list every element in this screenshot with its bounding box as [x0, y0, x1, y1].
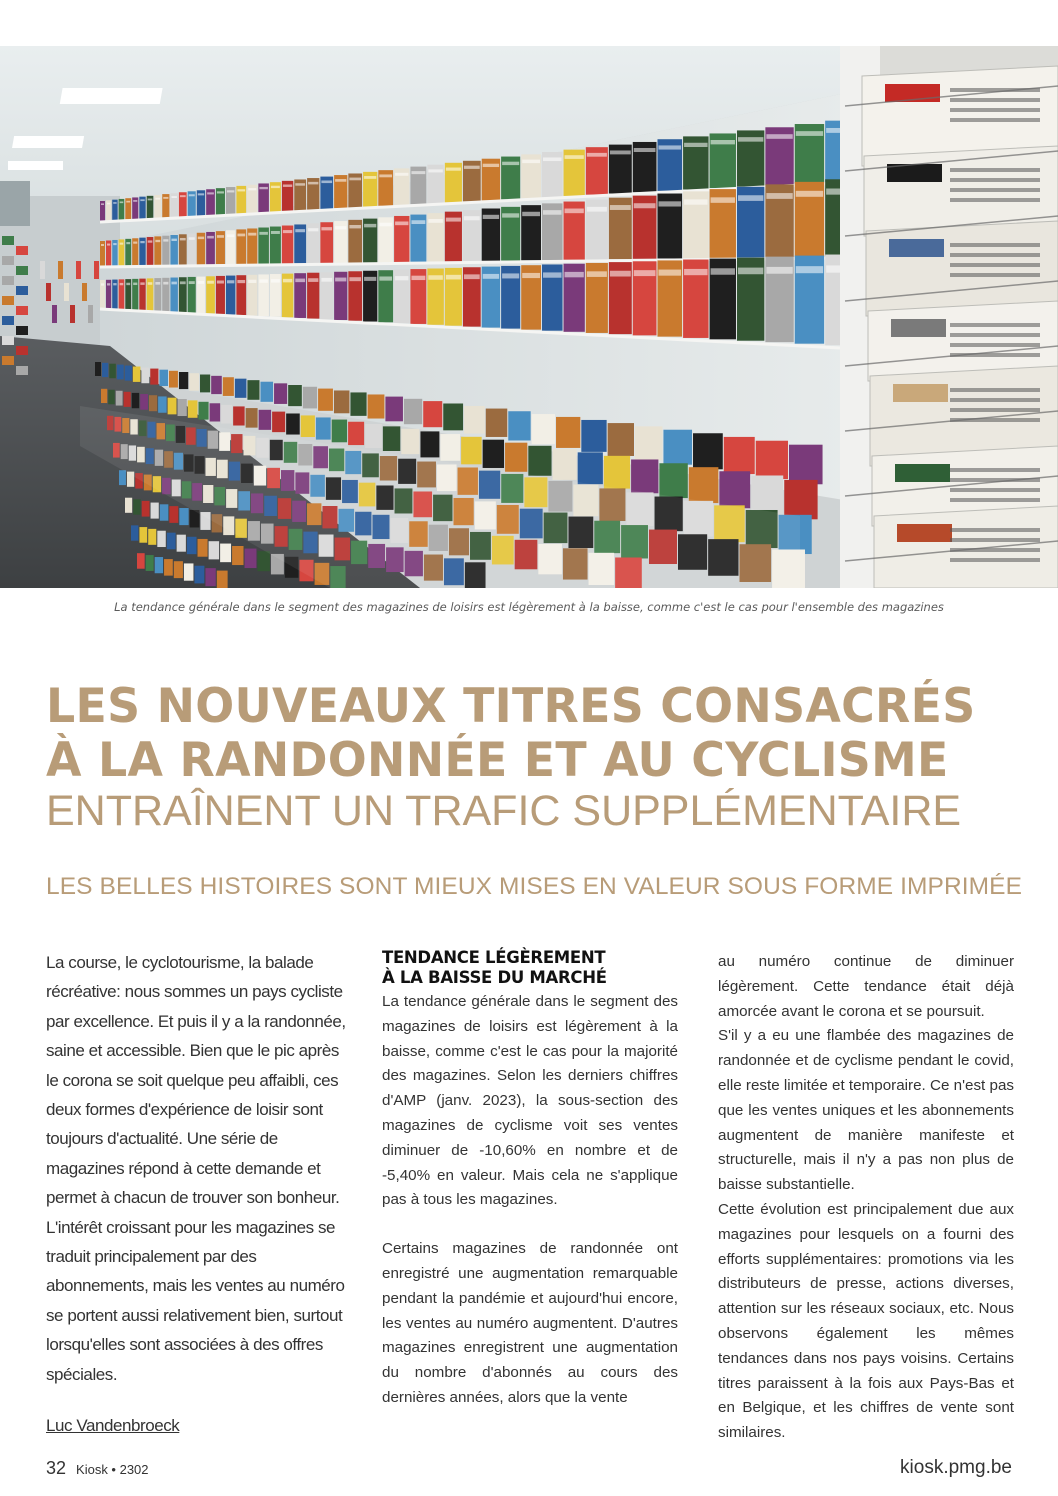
magazine-issue: Kiosk • 2302 [76, 1462, 149, 1477]
intro-paragraph: La course, le cyclotourisme, la balade récréative: nous sommes un pays cycliste par excellence. Et puis il y a la randonnée, saine et accessible. Bien que le pic après le corona se soit quelque peu affaibli, ces deux formes d'expérience de loisir sont toujours d'actualité. Une série de magazines répond à cette demande et permet à chacun de trouver son bonheur. L'intérêt croissant pour les magazines se traduit principalement par des abonnements, mais les ventes au numéro se portent aussi relativement bien, surtout lorsqu'elles sont associées à des offres spéciales. [46, 953, 346, 1384]
headline-line-1: LES NOUVEAUX TITRES CONSACRÉS [46, 679, 976, 734]
section-heading-line-2: À LA BAISSE DU MARCHÉ [382, 968, 607, 987]
intro-column [46, 948, 346, 1441]
page-number: 32 [46, 1458, 67, 1478]
hero-photo [0, 46, 1058, 588]
photo-caption: La tendance générale dans le segment des magazines de loisirs est légèrement à la baisse, comme c'est le cas pour l'ensemble des magazines [114, 600, 944, 614]
headline-line-2: À LA RANDONNÉE ET AU CYCLISME [46, 733, 949, 788]
article-headline [46, 680, 1026, 902]
body-column-3 [718, 950, 1014, 1446]
section-heading [382, 948, 678, 988]
website-link[interactable]: kiosk.pmg.be [900, 1457, 1012, 1478]
author-byline: Luc Vandenbroeck [46, 1416, 180, 1436]
body-paragraph: Certains magazines de randonnée ont enregistré une augmentation remarquable pendant la pandémie et aujourd'hui encore, les ventes au numéro augmentent. D'autres magazines enregistrent une augmentation du nombre d'abonnés au cours des dernières années, alors que la vente [382, 1240, 678, 1406]
headline-line-3: ENTRAÎNENT UN TRAFIC SUPPLÉMENTAIRE [46, 787, 962, 835]
body-paragraph: Cette évolution est principalement due aux magazines pour lesquels on a fourni des efforts supplémentaires: promotions via les distributeurs de presse, actions diverses, attention sur les réseaux sociaux, etc. Nous observons également les mêmes tendances dans nos pays voisins. Certains titres paraissent à la fois aux Pays-Bas et en Belgique, et les chiffres de vente sont similaires. [718, 1200, 1014, 1442]
page-footer [46, 1458, 149, 1479]
body-paragraph: S'il y a eu une flambée des magazines de randonnée et de cyclisme pendant le covid, elle reste limitée et temporaire. Ce n'est pas que les ventes uniques et les abonnements augmentent de manière manifeste et structurelle, mais il n'y a pas non plus de baisse substantielle. [718, 1027, 1014, 1194]
body-column-2 [382, 948, 678, 1411]
body-paragraph: au numéro continue de diminuer légèrement. Cette tendance était déjà amorcée avant le corona et se poursuit. [718, 953, 1014, 1020]
body-paragraph: La tendance générale dans le segment des magazines de loisirs est légèrement à la baisse, comme c'est le cas pour la majorité des magazines. Selon les derniers chiffres d'AMP (janv. 2023), la sous-section des magazines de cyclisme voit ses ventes diminuer de -10,60% en nombre et de -5,40% en valeur. Mais cela ne s'applique pas à tous les magazines. [382, 993, 678, 1209]
section-heading-line-1: TENDANCE LÉGÈREMENT [382, 948, 606, 967]
article-subtitle: LES BELLES HISTOIRES SONT MIEUX MISES EN VALEUR SOUS FORME IMPRIMÉE [46, 873, 1023, 900]
